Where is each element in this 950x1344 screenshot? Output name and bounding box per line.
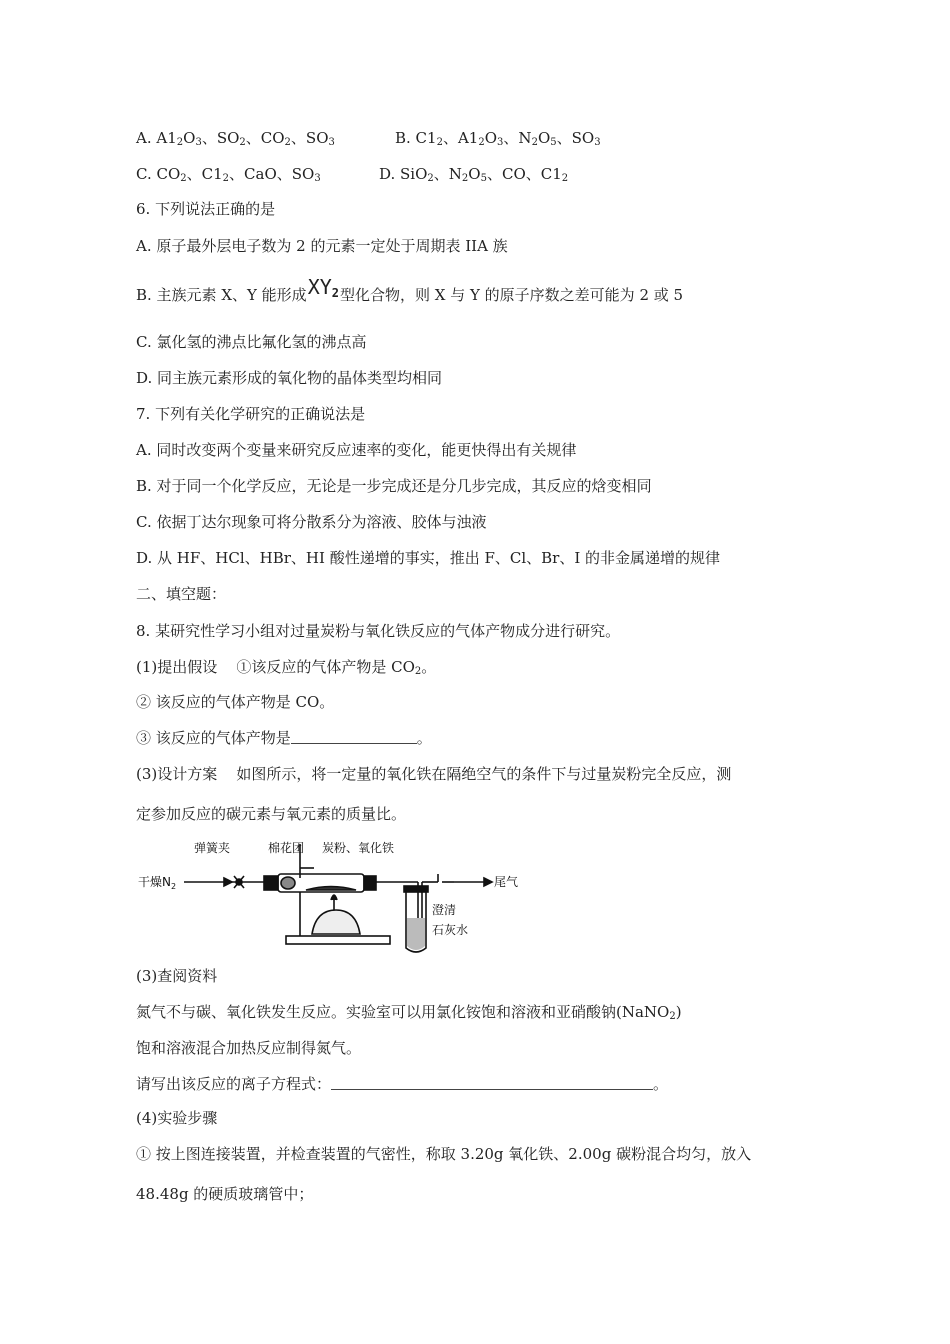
- option-d-q5: D. SiO$_2$、$N_2O_5$、CO、$C1_2$: [379, 165, 569, 184]
- option-c-q5: C. $CO_2$、$C1_2$、CaO、$SO_3$: [136, 165, 321, 184]
- q6-option-a: A. 原子最外层电子数为 2 的元素一定处于周期表 IIA 族: [136, 237, 508, 255]
- q7-option-d: D. 从 HF、HCl、HBr、HI 酸性递增的事实，推出 F、Cl、Br、I 的非金属递增的规律: [136, 549, 721, 567]
- label-dry-n2: 干燥$N_2$: [138, 875, 177, 891]
- label-cotton: 棉花团: [268, 841, 305, 855]
- ionic-equation-blank[interactable]: [331, 1075, 653, 1090]
- hypothesis-3: ③ 该反应的气体产物是 。: [136, 729, 432, 747]
- reference-title: (3)查阅资料: [136, 967, 218, 985]
- label-tail-gas: 尾气: [494, 875, 519, 889]
- q7-option-a: A. 同时改变两个变量来研究反应速率的变化，能更快得出有关规律: [136, 441, 577, 459]
- answer-blank[interactable]: [291, 729, 417, 744]
- q7-option-c: C. 依据丁达尔现象可将分散系分为溶液、胶体与浊液: [136, 513, 487, 531]
- reference-line-2: 饱和溶液混合加热反应制得氮气。: [136, 1039, 362, 1057]
- hypothesis-2: ② 该反应的气体产物是 CO。: [136, 693, 335, 711]
- apparatus-diagram: [136, 838, 526, 956]
- option-b-q5: B. $C1_2$、$A1_2O_3$、$N_2O_5$、$SO_3$: [395, 129, 601, 148]
- steps-title: (4)实验步骤: [136, 1109, 218, 1127]
- label-limewater: 石灰水: [432, 923, 469, 937]
- label-spring-clip: 弹簧夹: [194, 841, 231, 855]
- reference-line-1: 氮气不与碳、氧化铁发生反应。实验室可以用氯化铵饱和溶液和亚硝酸钠(NaNO$_2$): [136, 1003, 682, 1022]
- option-a-q5: A. $A1_2O_3$、$SO_2$、$CO_2$、$SO_3$: [136, 129, 335, 148]
- hypothesis-1: (1)提出假设 ①该反应的气体产物是 $CO_2$。: [136, 658, 437, 677]
- q7-option-b: B. 对于同一个化学反应，无论是一步完成还是分几步完成，其反应的焓变相同: [136, 477, 652, 495]
- label-clear: 澄清: [432, 903, 457, 917]
- step-1-line-2: 48.48g 的硬质玻璃管中；: [136, 1185, 314, 1203]
- q6-option-b: B. 主族元素 X、Y 能形成$XY_2$型化合物，则 X 与 Y 的原子序数之差可能为 2 或 5: [136, 275, 684, 304]
- xy2-formula: $XY_2$: [307, 275, 340, 300]
- design-line-2: 定参加反应的碳元素与氧元素的质量比。: [136, 805, 407, 823]
- section-heading: 二、填空题：: [136, 585, 227, 603]
- ionic-equation-prompt: 请写出该反应的离子方程式： 。: [136, 1075, 669, 1093]
- q6-option-c: C. 氯化氢的沸点比氟化氢的沸点高: [136, 333, 367, 351]
- label-carbon-iron-oxide: 炭粉、氧化铁: [322, 841, 395, 855]
- question-7-stem: 7. 下列有关化学研究的正确说法是: [136, 405, 366, 423]
- question-6-stem: 6. 下列说法正确的是: [136, 200, 276, 218]
- question-8-stem: 8. 某研究性学习小组对过量炭粉与氧化铁反应的气体产物成分进行研究。: [136, 622, 621, 640]
- q6-option-d: D. 同主族元素形成的氧化物的晶体类型均相同: [136, 369, 443, 387]
- step-1-line-1: ① 按上图连接装置，并检查装置的气密性，称取 3.20g 氧化铁、2.00g 碳粉混合均匀，放入: [136, 1145, 752, 1163]
- design-line-1: (3)设计方案 如图所示，将一定量的氧化铁在隔绝空气的条件下与过量炭粉完全反应，测: [136, 765, 732, 783]
